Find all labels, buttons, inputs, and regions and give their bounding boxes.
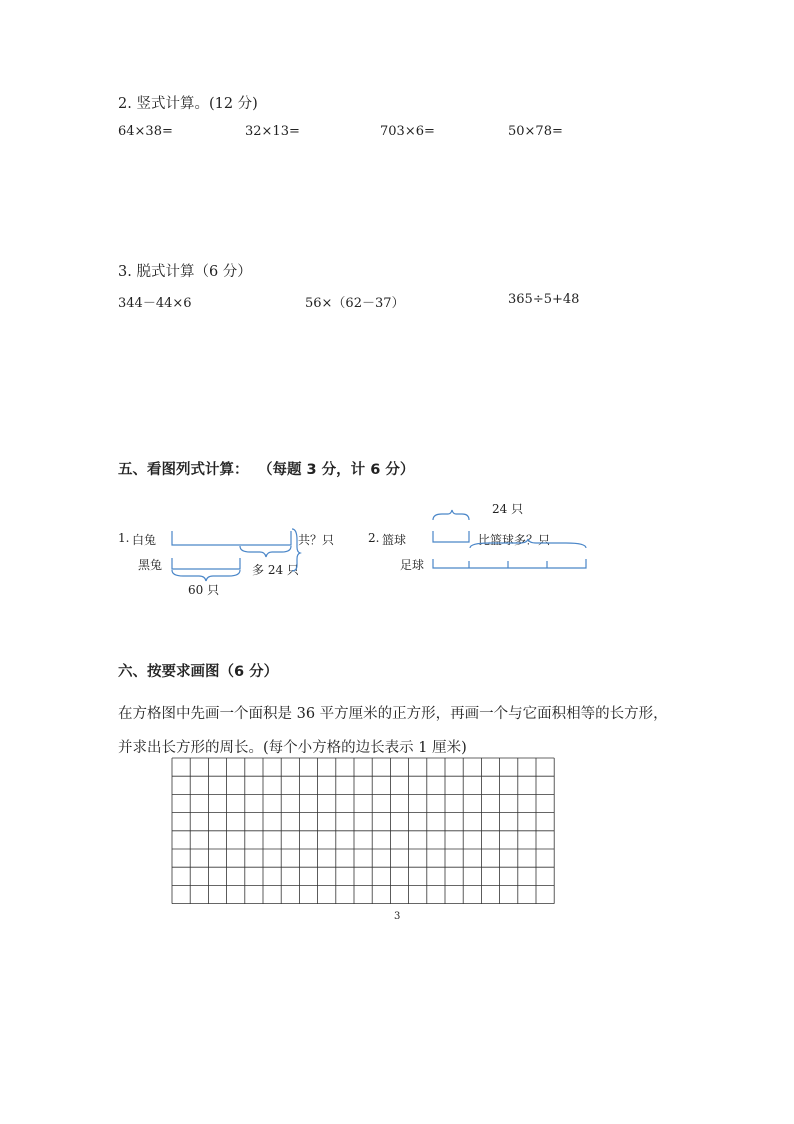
label-more-24: 多 24 只 (252, 563, 299, 577)
section-5-score: （每题 3 分，计 6 分） (258, 462, 415, 478)
basketball-bar (433, 531, 469, 542)
problem-3-2: 56×（62－37） (305, 296, 405, 311)
problem-2-1: 64×38= (118, 124, 173, 139)
label-total: 共？只 (298, 533, 335, 547)
problem-3-3: 365÷5+48 (508, 292, 580, 307)
label-sum-60: 60 只 (188, 583, 220, 597)
problem-2-3: 703×6= (380, 124, 435, 139)
label-white-rabbit: 白兔 (132, 533, 157, 547)
problem-2-4: 50×78= (508, 124, 563, 139)
question-3-title: 3. 脱式计算（6 分） (118, 264, 252, 280)
section-6-instruction-line-2: 并求出长方形的周长。(每个小方格的边长表示 1 厘米) (118, 740, 467, 756)
problem-2-2: 32×13= (245, 124, 300, 139)
diagram1-number: 1. (118, 531, 130, 545)
label-24: 24 只 (492, 502, 524, 516)
label-basketball: 篮球 (382, 533, 407, 547)
football-bar (433, 559, 586, 568)
label-black-rabbit: 黑兔 (138, 558, 163, 572)
diagram2-number: 2. (368, 531, 380, 545)
page-number: 3 (394, 911, 401, 922)
square-grid[interactable] (171, 757, 555, 907)
more-brace (470, 539, 586, 548)
label-more-than-basketball: 比篮球多？只 (478, 533, 551, 547)
section-6-title: 六、按要求画图（6 分） (118, 664, 279, 680)
brace-24 (433, 510, 469, 520)
section-5-title: 五、看图列式计算： (118, 462, 249, 478)
problem-3-1: 344－44×6 (118, 296, 192, 311)
label-football: 足球 (400, 558, 425, 572)
question-2-title: 2. 竖式计算。(12 分) (118, 96, 258, 112)
section-6-instruction-line-1: 在方格图中先画一个面积是 36 平方厘米的正方形，再画一个与它面积相等的长方形， (118, 706, 668, 722)
